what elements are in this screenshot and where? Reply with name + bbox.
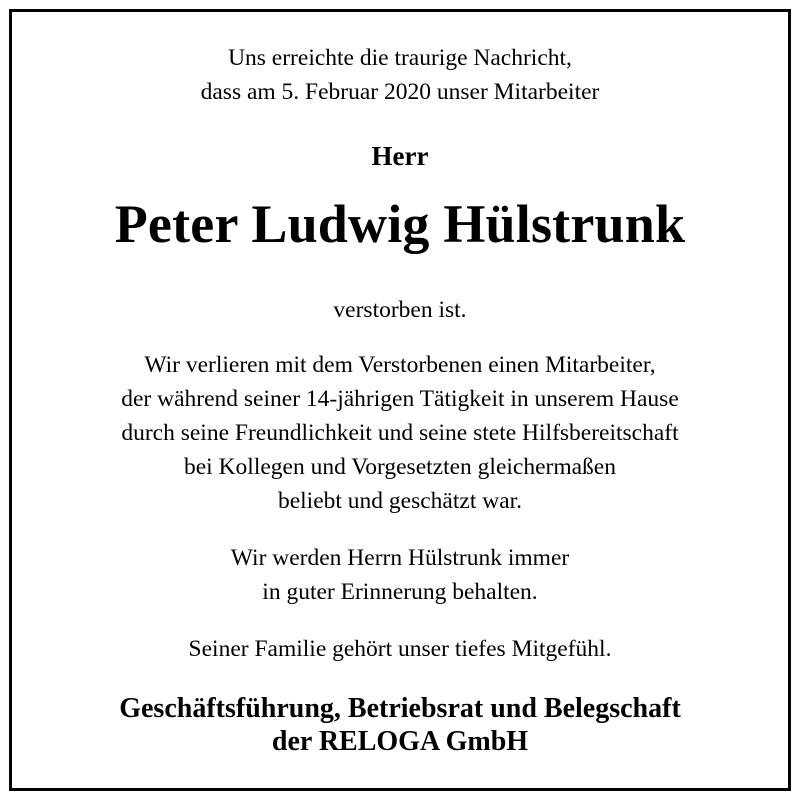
intro-line-2: dass am 5. Februar 2020 unser Mitarbeiter [200, 79, 600, 105]
remembrance-line-2: in guter Erinnerung behalten. [262, 579, 538, 605]
tribute-line-1: Wir verlieren mit dem Verstorbenen einen Mitarbeiter, [144, 352, 656, 378]
tribute-line-2: der während seiner 14-jährigen Tätigkeit in unserem Hause [121, 386, 679, 412]
obituary-notice [9, 9, 791, 791]
tribute-line-4: bei Kollegen und Vorgesetzten gleichermaßen [183, 454, 616, 480]
condolence-line: Seiner Familie gehört unser tiefes Mitgefühl. [188, 636, 612, 662]
deceased-name: Peter Ludwig Hülstrunk [114, 194, 686, 254]
tribute-line-3: durch seine Freundlichkeit und seine stete Hilfsbereitschaft [121, 420, 679, 446]
intro-line-1: Uns erreichte die traurige Nachricht, [228, 45, 572, 71]
remembrance-line-1: Wir werden Herrn Hülstrunk immer [230, 545, 570, 571]
signature-line-1: Geschäftsführung, Betriebsrat und Belegschaft [119, 693, 681, 724]
tribute-line-5: beliebt und geschätzt war. [277, 488, 523, 514]
passed-line: verstorben ist. [333, 297, 467, 323]
signature-line-2: der RELOGA GmbH [271, 726, 529, 757]
salutation: Herr [371, 141, 429, 171]
